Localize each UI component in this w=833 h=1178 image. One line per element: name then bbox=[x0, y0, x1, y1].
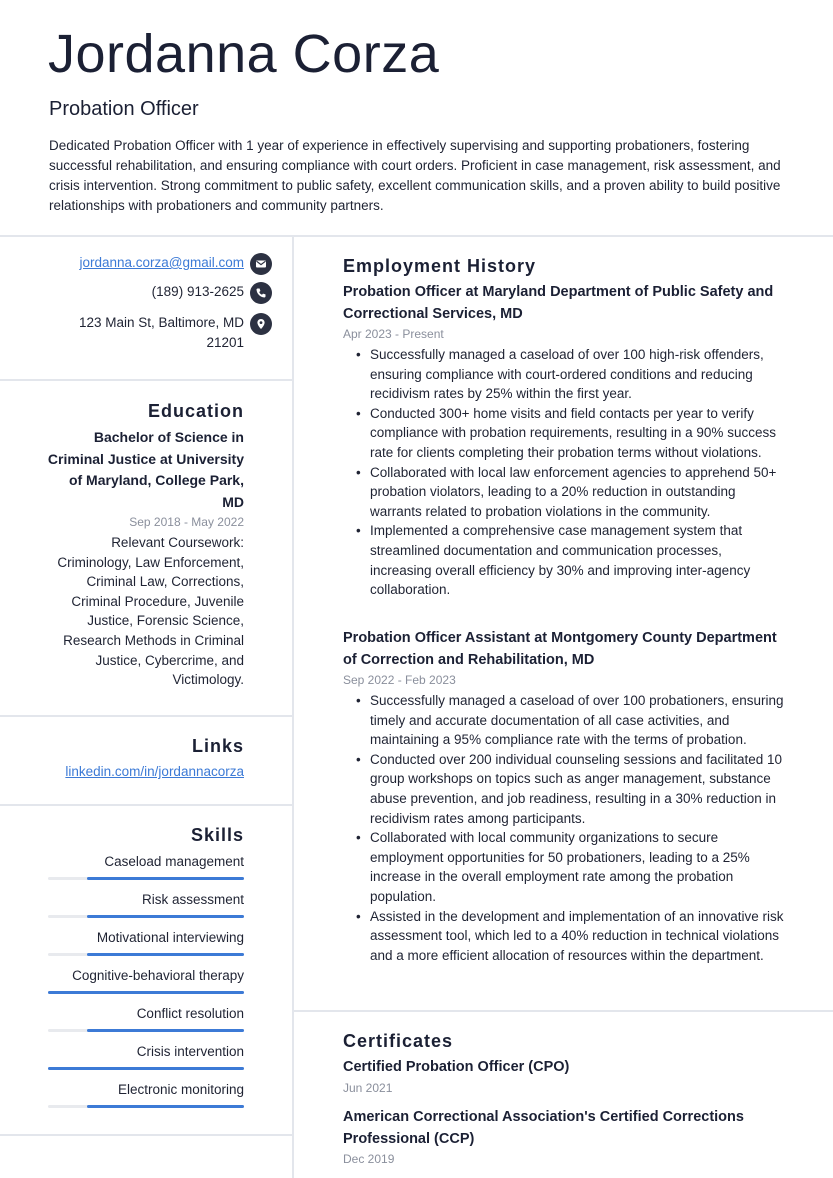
skill-item bbox=[48, 966, 244, 1004]
contact-phone-row bbox=[152, 282, 272, 304]
job-1-bullet: • Conducted 300+ home visits and field contacts per year to verify compliance with probation requirements, resulting in a 90% success rate for clients completing their probation terms without violations. bbox=[355, 404, 785, 463]
phone-number: (189) 913-2625 bbox=[151, 284, 244, 299]
candidate-title: Probation Officer bbox=[49, 98, 199, 120]
certificate-1-name: Certified Probation Officer (CPO) bbox=[343, 1059, 570, 1075]
education-dates: Sep 2018 - May 2022 bbox=[129, 515, 244, 529]
skills-divider bbox=[0, 1134, 292, 1136]
job-1-title: Probation Officer at Maryland Department of Public Safety and Correctional Services, MD bbox=[343, 284, 774, 322]
job-2-bullet: • Collaborated with local community organizations to secure employment opportunities for 50 probationers, leading to a 25% increase in the overall employment rate among the probation population. bbox=[355, 828, 785, 906]
email-link[interactable]: jordanna.corza@gmail.com bbox=[79, 255, 244, 270]
skill-level-track bbox=[48, 1067, 244, 1070]
skill-level-bar bbox=[48, 1067, 244, 1070]
skill-level-track bbox=[48, 1029, 244, 1032]
skill-item bbox=[48, 1042, 244, 1080]
skill-level-bar bbox=[87, 877, 244, 880]
skill-name: Risk assessment bbox=[141, 892, 244, 907]
job-2-dates: Sep 2022 - Feb 2023 bbox=[343, 673, 456, 687]
skill-level-track bbox=[48, 953, 244, 956]
skill-name: Cognitive-behavioral therapy bbox=[72, 968, 244, 983]
job-2-bullet: • Successfully managed a caseload of over 100 probationers, ensuring timely and accurate documentation of all case activities, and maintaining a 95% compliance rate with the terms of probation. bbox=[355, 691, 785, 750]
skill-name: Motivational interviewing bbox=[96, 930, 244, 945]
profile-summary: Dedicated Probation Officer with 1 year of experience in effectively supervising and supporting probationers, fostering successful rehabilitation, and ensuring compliance with court orders. Proficient in case management, risk assessment, and crisis intervention. Strong commitment to public safety, excellent communication skills, and a proven ability to build positive relationships with probationers and community partners. bbox=[49, 138, 781, 213]
skill-name: Conflict resolution bbox=[136, 1006, 244, 1021]
contact-email-row bbox=[79, 253, 272, 275]
skill-level-bar bbox=[87, 915, 244, 918]
job-2-bullet: • Assisted in the development and implementation of an innovative risk assessment tool, which led to a 40% reduction in technical violations and a more efficient allocation of resources within the department. bbox=[355, 907, 785, 966]
job-1-bullet: • Collaborated with local law enforcement agencies to apprehend 50+ probation violators, leading to a 20% reduction in outstanding warrants related to probation violations in the community. bbox=[355, 463, 785, 522]
header-divider bbox=[0, 235, 833, 237]
skill-level-bar bbox=[87, 953, 244, 956]
employment-heading: Employment History bbox=[343, 256, 537, 276]
certificate-2-name: American Correctional Association's Certified Corrections Professional (CCP) bbox=[343, 1109, 744, 1147]
skill-level-bar bbox=[48, 991, 244, 994]
map-marker-icon bbox=[250, 313, 272, 335]
education-divider bbox=[0, 715, 292, 717]
skill-item bbox=[48, 928, 244, 966]
contact-address-row bbox=[64, 313, 272, 353]
skill-level-track bbox=[48, 991, 244, 994]
certificate-1-date: Jun 2021 bbox=[343, 1081, 393, 1095]
job-2-title: Probation Officer Assistant at Montgomery County Department of Correction and Rehabilitation, MD bbox=[343, 630, 777, 668]
job-1-dates: Apr 2023 - Present bbox=[343, 327, 444, 341]
education-degree: Bachelor of Science in Criminal Justice at University of Maryland, College Park, MD bbox=[47, 429, 244, 510]
skill-level-track bbox=[48, 877, 244, 880]
education-coursework: Relevant Coursework: Criminology, Law Enforcement, Criminal Law, Corrections, Criminal Procedure, Juvenile Justice, Forensic Science, Research Methods in Criminal Justice, Cybercrime, and Victimology. bbox=[57, 535, 244, 688]
phone-icon bbox=[250, 282, 272, 304]
envelope-icon bbox=[250, 253, 272, 275]
skill-name: Caseload management bbox=[104, 854, 244, 869]
address-text: 123 Main St, Baltimore, MD 21201 bbox=[78, 315, 244, 350]
skill-name: Electronic monitoring bbox=[117, 1082, 244, 1097]
education-heading: Education bbox=[147, 401, 244, 421]
job-2-bullets bbox=[355, 691, 785, 965]
skill-level-track bbox=[48, 915, 244, 918]
employment-divider bbox=[294, 1010, 833, 1012]
skill-name: Crisis intervention bbox=[136, 1044, 244, 1059]
job-1-bullets bbox=[355, 345, 785, 600]
skill-level-track bbox=[48, 1105, 244, 1108]
certificates-heading: Certificates bbox=[343, 1031, 454, 1051]
resume-header bbox=[0, 0, 833, 236]
contact-divider bbox=[0, 379, 292, 381]
candidate-name: Jordanna Corza bbox=[48, 24, 440, 84]
job-2-bullet: • Conducted over 200 individual counseling sessions and facilitated 10 group workshops on topics such as anger management, substance abuse prevention, and job readiness, resulting in a 30% reduction in recidivism rates among participants. bbox=[355, 750, 785, 828]
skill-level-bar bbox=[87, 1105, 244, 1108]
column-divider bbox=[292, 237, 294, 1178]
job-1-bullet: • Implemented a comprehensive case management system that streamlined documentation and communication processes, increasing overall efficiency by 30% and improving inter-agency collaboration. bbox=[355, 521, 785, 599]
links-heading: Links bbox=[191, 736, 244, 756]
certificate-2-date: Dec 2019 bbox=[343, 1152, 395, 1166]
skill-item bbox=[48, 1004, 244, 1042]
skills-heading: Skills bbox=[190, 825, 244, 845]
skill-item bbox=[48, 852, 244, 890]
links-divider bbox=[0, 804, 292, 806]
skill-level-bar bbox=[87, 1029, 244, 1032]
skill-item bbox=[48, 890, 244, 928]
job-1-bullet: • Successfully managed a caseload of over 100 high-risk offenders, ensuring compliance with court-ordered conditions and reducing recidivism rates by 25% within the first year. bbox=[355, 345, 785, 404]
linkedin-link[interactable]: linkedin.com/in/jordannacorza bbox=[65, 764, 244, 779]
skill-item bbox=[48, 1080, 244, 1118]
